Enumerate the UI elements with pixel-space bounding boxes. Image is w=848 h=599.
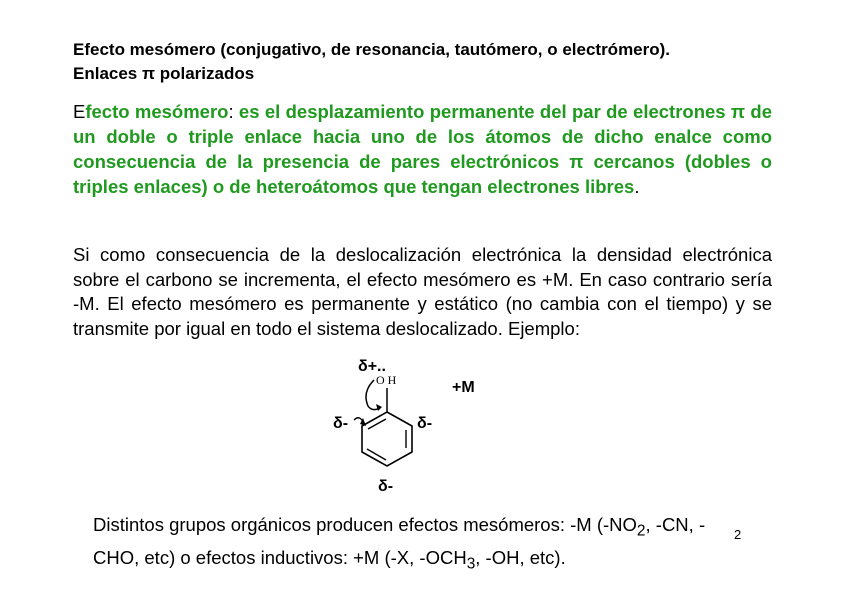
definition-term: fecto mesómero <box>85 101 229 122</box>
definition-body: es el desplazamiento permanente del par de electrones π de un doble o triple enlace hacia uno de los átomos de dicho enalce como consecuencia de la presencia de pares electrónicos π cercanos (dobles o triples enlaces) o de heteroátomos que tengan electrones libres <box>73 101 773 197</box>
bottom-part-2: , -CN, -CHO, etc) o efectos inductivos: +M (-X, -OCH <box>93 514 706 568</box>
benzene-ring <box>362 412 412 466</box>
definition-first-letter: E <box>73 101 86 122</box>
delta-bottom-label: δ- <box>378 478 394 495</box>
plus-m-label: +M <box>452 379 475 396</box>
delta-left-label: δ- <box>333 415 349 432</box>
no2-subscript: 2 <box>636 522 646 540</box>
slide-title <box>73 38 793 86</box>
title-line-1: Efecto mesómero (conjugativo, de resonancia, tautómero, o electrómero). <box>73 40 671 59</box>
och3-subscript: 3 <box>466 555 476 573</box>
delta-plus-label: δ+.. <box>358 358 386 375</box>
definition-paragraph <box>73 99 772 199</box>
phenol-resonance-diagram <box>300 350 500 500</box>
bottom-part-1: Distintos grupos orgánicos producen efectos mesómeros: -M (-NO <box>93 514 637 535</box>
definition-end: . <box>634 176 640 197</box>
title-line-2: Enlaces π polarizados <box>73 64 255 83</box>
bottom-note <box>93 512 733 577</box>
bottom-part-3: , -OH, etc). <box>475 546 566 568</box>
double-bond-bottom <box>367 449 386 460</box>
delta-right-label: δ- <box>417 415 433 432</box>
page-number: 2 <box>734 527 742 542</box>
oh-label: O H <box>376 373 397 387</box>
definition-colon: : <box>228 101 234 122</box>
explanation-paragraph: Si como consecuencia de la deslocalización electrónica la densidad electrónica sobre el carbono se incrementa, el efecto mesómero es +M. En caso contrario sería -M. El efecto mesómero es permanente y estático (no cambia con el tiempo) y se transmite por igual en todo el sistema deslocalizado. Ejemplo: <box>73 244 772 339</box>
